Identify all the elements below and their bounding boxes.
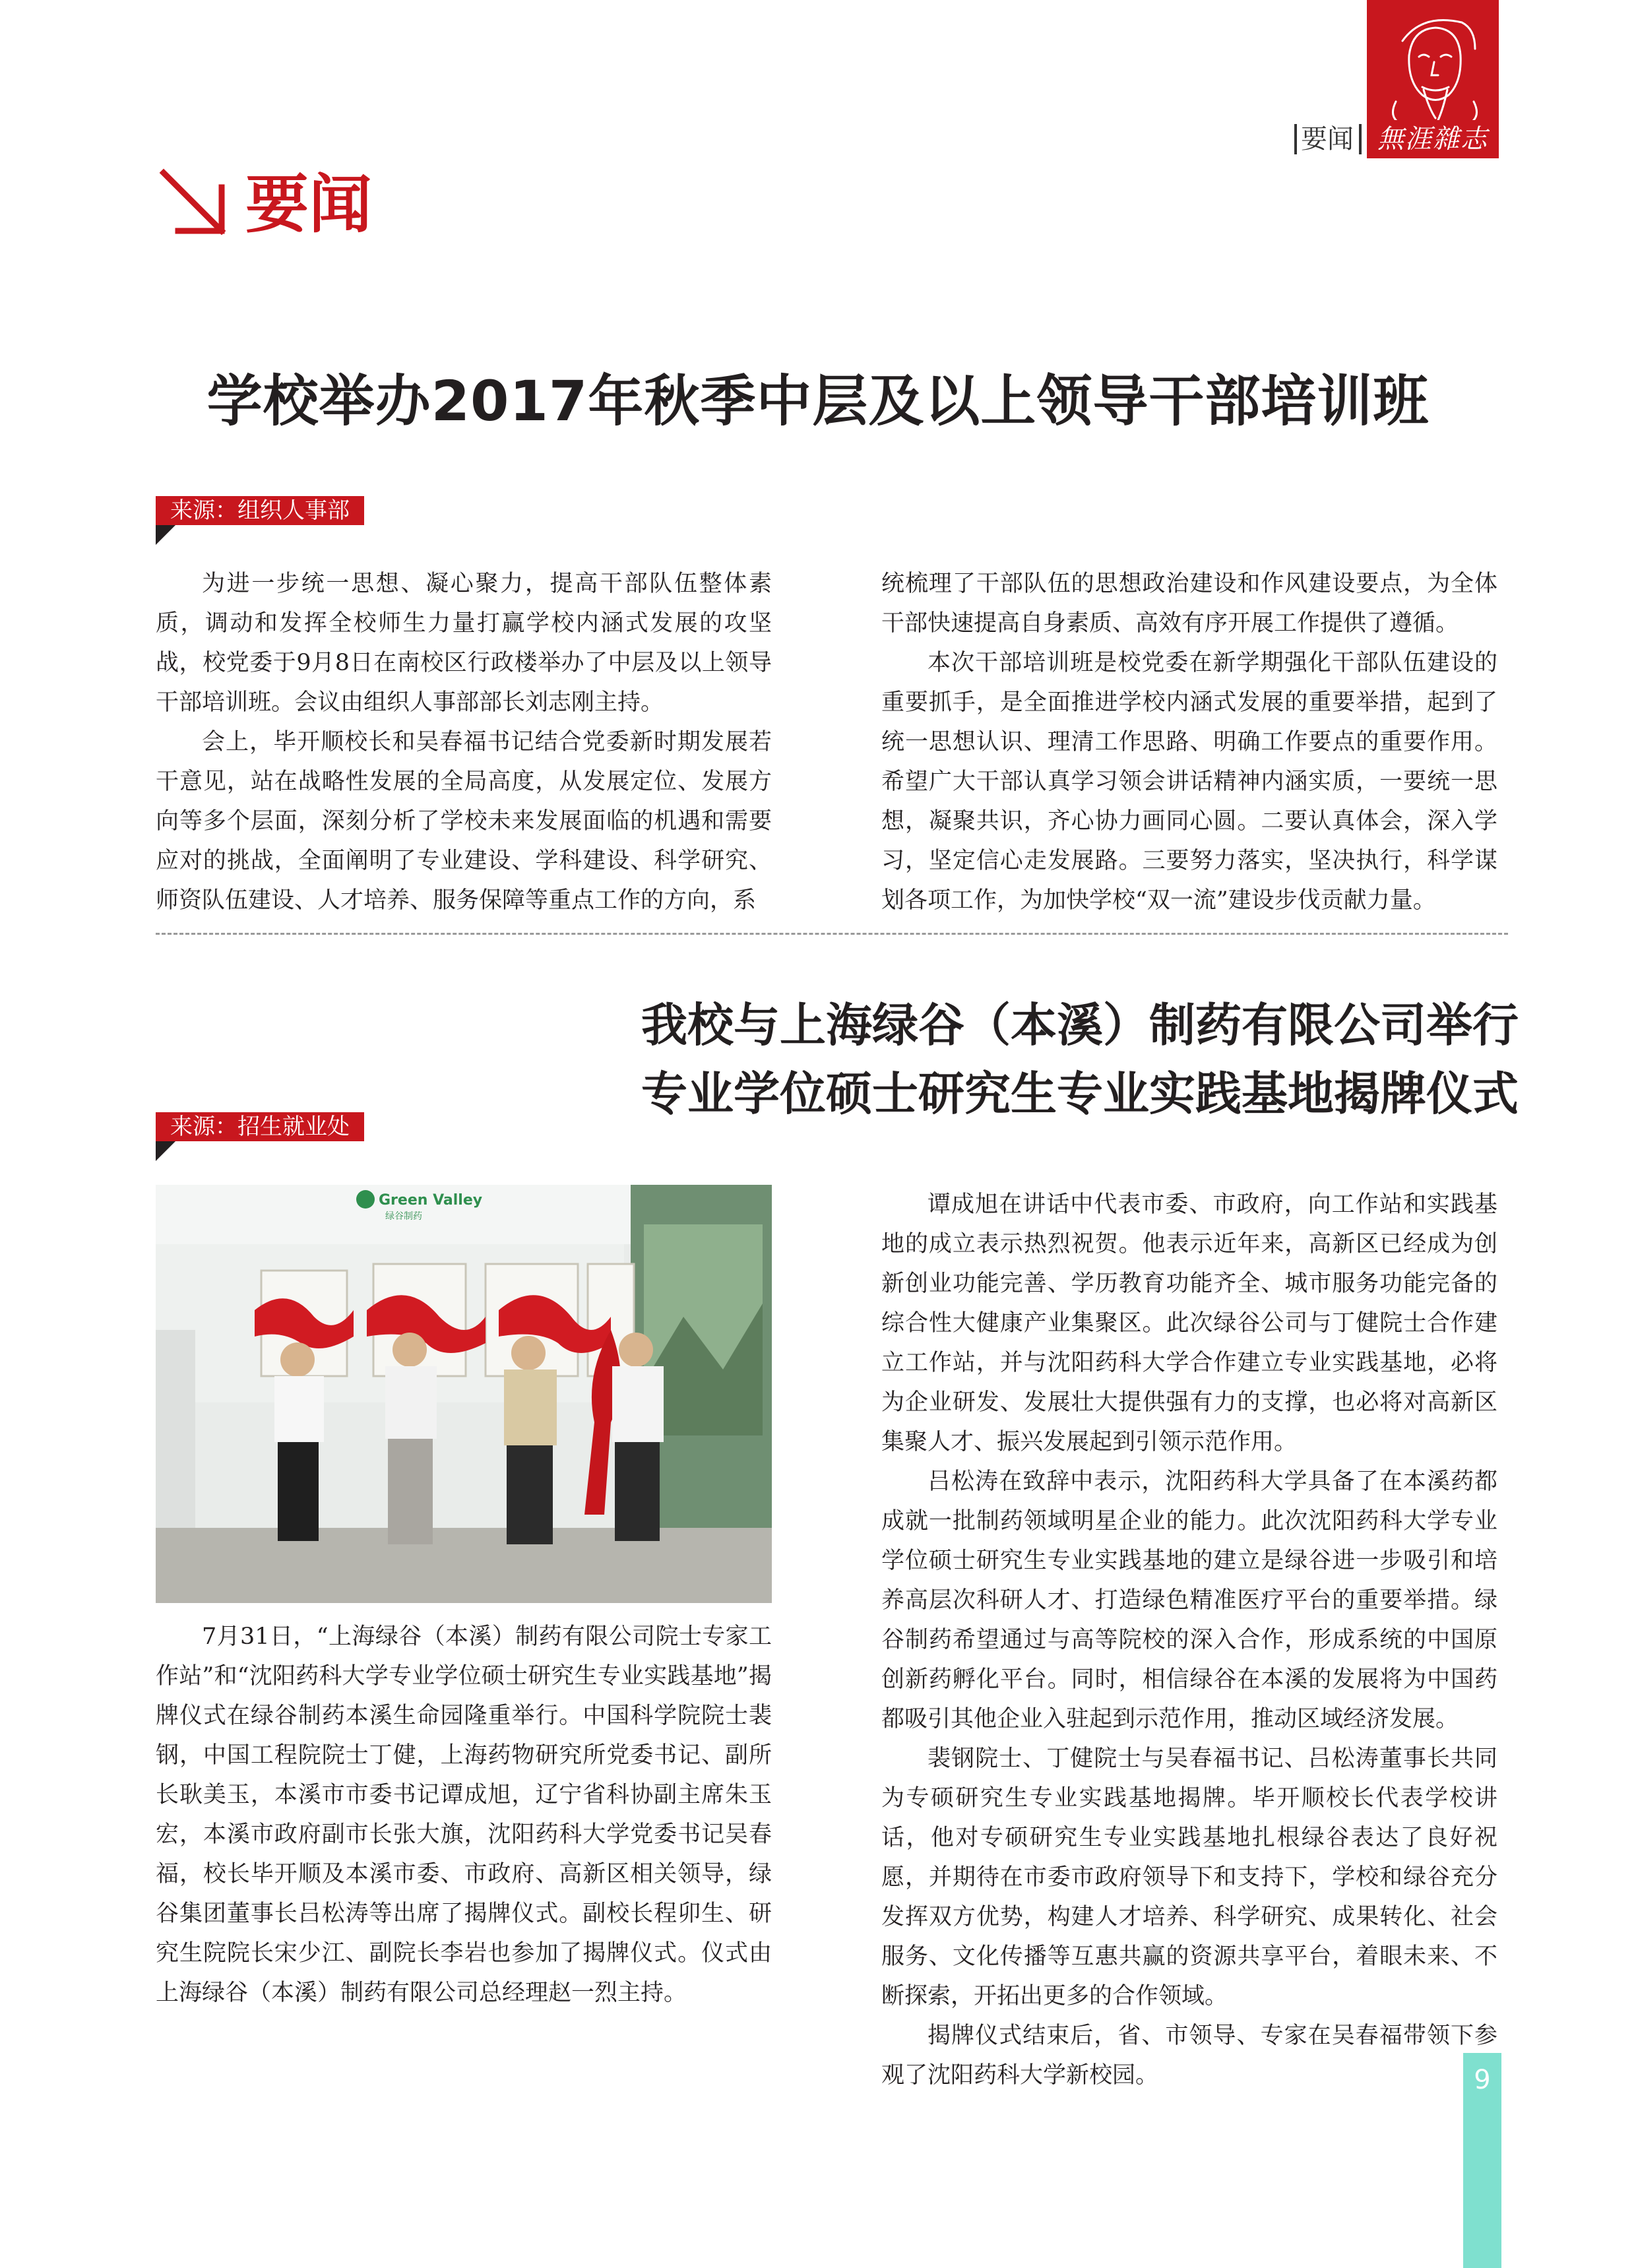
article2-title-line2: 专业学位硕士研究生专业实践基地揭牌仪式: [641, 1067, 1519, 1121]
article1-right-column: [881, 564, 1497, 920]
article1-title: 学校举办2017年秋季中层及以上领导干部培训班: [206, 369, 1430, 433]
ceremony-photo: [156, 1185, 772, 1603]
logo-cn: 绿谷制药: [385, 1211, 422, 1222]
paragraph: 为进一步统一思想、凝心聚力，提高干部队伍整体素质，调动和发挥全校师生力量打赢学校内涵式发展的攻坚战，校党委于9月8日在南校区行政楼举办了中层及以上领导干部培训班。会议由组织人事部部长刘志刚主持。: [156, 571, 772, 716]
article-divider: [156, 933, 1508, 935]
paragraph: 统梳理了干部队伍的思想政治建设和作风建设要点，为全体干部快速提高自身素质、高效有序开展工作提供了遵循。: [881, 571, 1497, 637]
paragraph: 谭成旭在讲话中代表市委、市政府，向工作站和实践基地的成立表示热烈祝贺。他表示近年来，高新区已经成为创新创业功能完善、学历教育功能齐全、城市服务功能完备的综合性大健康产业集聚区。此次绿谷公司与丁健院士合作建立工作站，并与沈阳药科大学合作建立专业实践基地，必将为企业研发、发展壮大提供强有力的支撑，也必将对高新区集聚人才、振兴发展起到引领示范作用。: [881, 1191, 1497, 1455]
paragraph: 本次干部培训班是校党委在新学期强化干部队伍建设的重要抓手，是全面推进学校内涵式发展的重要举措，起到了统一思想认识、理清工作思路、明确工作要点的重要作用。希望广大干部认真学习领会讲话精神内涵实质，一要统一思想，凝聚共识，齐心协力画同心圆。二要认真体会，深入学习，坚定信心走发展路。三要努力落实，坚决执行，科学谋划各项工作，为加快学校“双一流”建设步伐贡献力量。: [881, 650, 1497, 914]
sage-portrait-icon: [1383, 9, 1482, 121]
header-section-label: 要闻: [1301, 124, 1354, 154]
paragraph: 裴钢院士、丁健院士与吴春福书记、吕松涛董事长共同为专硕研究生专业实践基地揭牌。毕开顺校长代表学校讲话，他对专硕研究生专业实践基地扎根绿谷表达了良好祝愿，并期待在市委市政府领导下和支持下，学校和绿谷充分发挥双方优势，构建人才培养、科学研究、成果转化、社会服务、文化传播等互惠共赢的资源共享平台，着眼未来、不断探索，开拓出更多的合作领域。: [881, 1746, 1497, 2009]
article1-left-column: [156, 564, 772, 920]
paragraph: 会上，毕开顺校长和吴春福书记结合党委新时期发展若干意见，站在战略性发展的全局高度，从发展定位、发展方向等多个层面，深刻分析了学校未来发展面临的机遇和需要应对的挑战，全面阐明了专业建设、学科建设、科学研究、师资队伍建设、人才培养、服务保障等重点工作的方向，系: [156, 729, 772, 914]
logo-en: Green Valley: [379, 1192, 483, 1209]
magazine-name: 無涯雜志: [1367, 120, 1499, 158]
source-tag-tail: [156, 1141, 175, 1161]
header-separator: [1359, 124, 1362, 154]
article2-source-tag: 来源：招生就业处: [156, 1112, 364, 1141]
section-title: 要闻: [245, 168, 372, 241]
article2-left-column: [156, 1617, 772, 2013]
ceremony-photo-illustration: [156, 1185, 772, 1603]
article1-source-tag: 来源：组织人事部: [156, 496, 364, 525]
arrow-down-right-icon: [156, 165, 235, 244]
article2-right-column: [881, 1185, 1497, 2095]
page-number: 9: [1474, 2065, 1491, 2095]
paragraph: 揭牌仪式结束后，省、市领导、专家在吴春福带领下参观了沈阳药科大学新校园。: [881, 2023, 1497, 2089]
source-tag-tail: [156, 525, 175, 545]
header-separator: [1294, 124, 1297, 154]
paragraph: 7月31日，“上海绿谷（本溪）制药有限公司院士专家工作站”和“沈阳药科大学专业学位硕士研究生专业实践基地”揭牌仪式在绿谷制药本溪生命园隆重举行。中国科学院院士裴钢，中国工程院院士丁健，上海药物研究所党委书记、副所长耿美玉，本溪市市委书记谭成旭，辽宁省科协副主席朱玉宏，本溪市政府副市长张大旗，沈阳药科大学党委书记吴春福，校长毕开顺及本溪市委、市政府、高新区相关领导，绿谷集团董事长吕松涛等出席了揭牌仪式。副校长程卯生、研究生院院长宋少江、副院长李岩也参加了揭牌仪式。仪式由上海绿谷（本溪）制药有限公司总经理赵一烈主持。: [156, 1623, 772, 2006]
paragraph: 吕松涛在致辞中表示，沈阳药科大学具备了在本溪药都成就一批制药领域明星企业的能力。此次沈阳药科大学专业学位硕士研究生专业实践基地的建立是绿谷进一步吸引和培养高层次科研人才、打造绿色精准医疗平台的重要举措。绿谷制药希望通过与高等院校的深入合作，形成系统的中国原创新药孵化平台。同时，相信绿谷在本溪的发展将为中国药都吸引其他企业入驻起到示范作用，推动区域经济发展。: [881, 1468, 1497, 1732]
article2-title-line1: 我校与上海绿谷（本溪）制药有限公司举行: [641, 998, 1519, 1052]
